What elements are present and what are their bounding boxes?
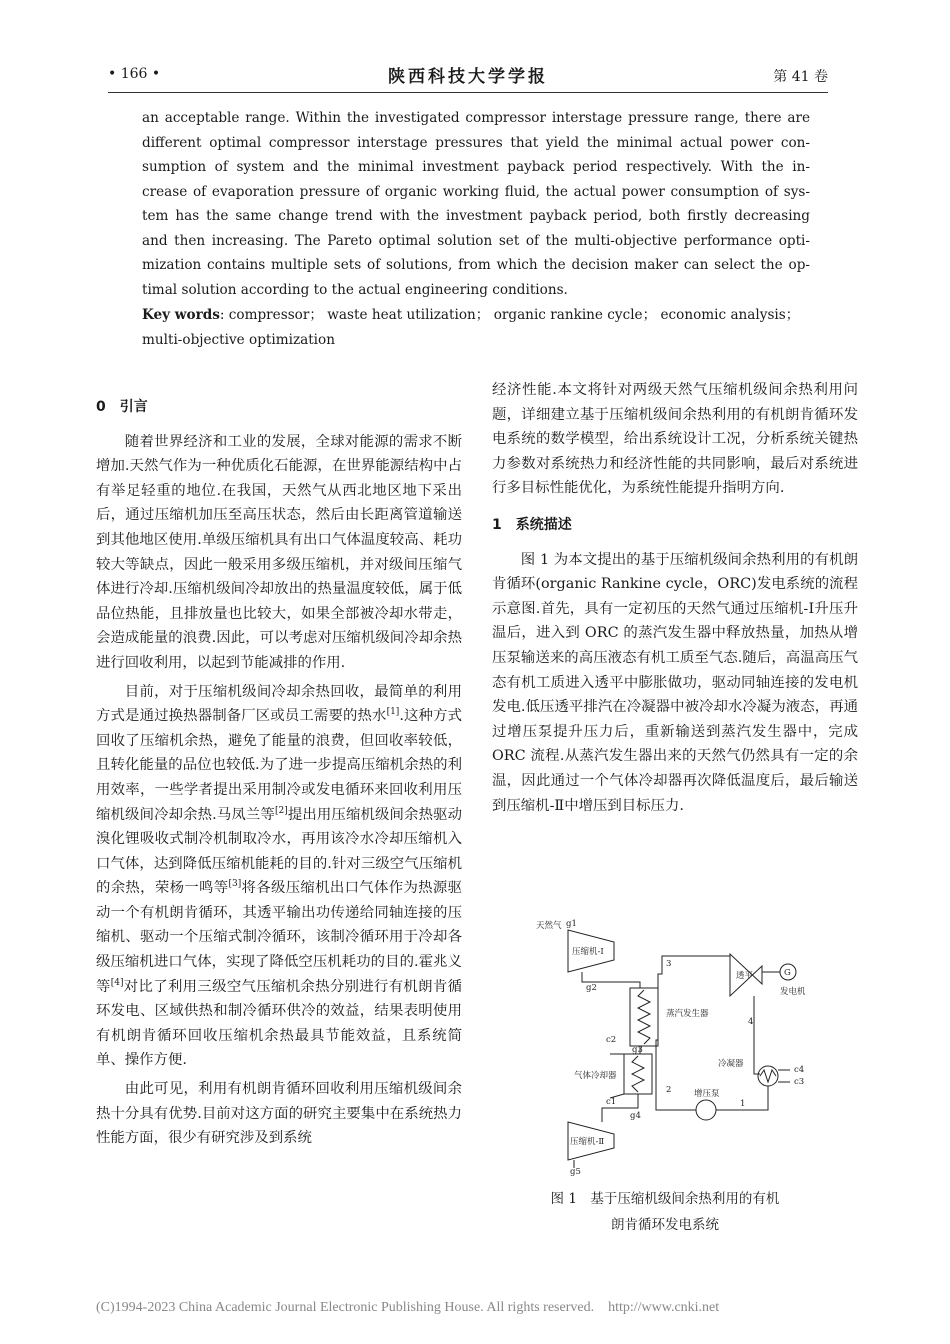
keywords-line2: multi-objective optimization [142,331,335,348]
abstract-line: an acceptable range. Within the investigated compressor interstage pressure range, there are [142,110,810,126]
page-number: • 166 • [108,66,161,82]
paragraph: 由此可见，利用有机朗肯循环回收利用压缩机级间余热十分具有优势.目前对这方面的研究主要集中在系统热力性能方面，很少有研究涉及到系统 [96,1081,462,1147]
gas-cooler-coil [632,1056,644,1092]
citation-ref: [4] [110,977,124,988]
citation-ref: [3] [228,879,242,890]
section-heading-system: 1 系统描述 [492,516,572,533]
section-heading-introduction: 0 引言 [96,399,148,415]
caption-line: 朗肯循环发电系统 [611,1217,719,1233]
abstract-line: sumption of system and the minimal investment payback period respectively. With the in- [142,159,810,175]
volume-label: 第 41 卷 [773,69,828,85]
running-header [108,62,828,88]
label-generator-symbol: G [784,968,791,978]
abstract-line: tem has the same change trend with the investment payback period, both firstly decreasing [142,208,810,224]
paragraph: 图 1 为本文提出的基于压缩机级间余热利用的有机朗肯循环(organic Rankine cycle，ORC)发电系统的流程示意图.首先，具有一定初压的天然气通过压缩机-Ⅰ升压升温后，进入到 ORC 的蒸汽发生器中释放热量，加热从增压泵输送来的高压液态有机工质至气态.随后，高温高压气态有机工质进入透平中膨胀做功，驱动同轴连接的发电机发电.低压透平排汽在冷凝器中被冷却水冷凝为液态，再通过增压泵提升压力后，重新输送到蒸汽发生器中，完成 ORC 流程.从蒸汽发生器出来的天然气仍然具有一定的余温，因此通过一个气体冷却器再次降低温度后，最后输送到压缩机-Ⅱ中增压到目标压力. [492,551,858,814]
abstract-line: mization contains multiple sets of solutions, from which the decision maker can select the op- [142,257,810,273]
line-2 [656,1040,696,1110]
label-3: 3 [666,959,672,969]
right-column [492,378,858,822]
label-compressor1: 压缩机-Ⅰ [572,947,604,957]
coil [638,990,650,1044]
abstract-line: timal solution according to the actual engineering conditions. [142,281,568,298]
label-natural-gas: 天然气 [536,921,562,931]
label-generator: 发电机 [780,987,806,997]
label-turbine: 透平 [736,971,754,981]
caption-line: 图 1 基于压缩机级间余热利用的有机 [550,1191,780,1207]
label-4: 4 [748,1017,754,1027]
orc-system-diagram [530,916,830,1176]
keywords-line1: : compressor； waste heat utilization； organic rankine cycle； economic analysis； [219,307,800,323]
label-g3: g3 [632,1045,643,1055]
paragraph: 经济性能.本文将针对两级天然气压缩机级间余热利用问题，详细建立基于压缩机级间余热利用的有机朗肯循环发电系统的数学模型，给出系统设计工况，分析系统关键热力参数对系统热力和经济性能的共同影响，最后对系统进行多目标性能优化，为系统性能提升指明方向. [492,382,858,497]
label-g1: g1 [566,919,577,929]
label-g4: g4 [630,1111,641,1121]
abstract-line: crease of evaporation pressure of organic working fluid, the actual power consumption of sys- [142,183,810,200]
abstract-line: and then increasing. The Pareto optimal solution set of the multi-objective performance opti- [142,232,810,249]
abstract-text [142,106,810,302]
line-4 [754,996,760,1074]
journal-title: 陕西科技大学学报 [388,67,548,87]
label-c1: c1 [606,1097,617,1107]
paragraph: 随着世界经济和工业的发展，全球对能源的需求不断增加.天然气作为一种优质化石能源，在世界能源结构中占有举足轻重的地位.在我国，天然气从西北地区地下采出后，通过压缩机加压至高压状态，然后由长距离管道输送到其他地区使用.单级压缩机具有出口气体温度较高、耗功较大等缺点，因此一般采用多级压缩机，并对级间压缩气体进行冷却.压缩机级间冷却放出的热量温度较低，属于低品位热能，且排放量也比较大，如果全部被冷却水带走，会造成能量的浪费.因此，可以考虑对压缩机级间冷却余热进行回收利用，以起到节能减排的作用. [96,433,462,671]
header-rule [108,92,828,93]
label-c4: c4 [794,1065,805,1075]
label-steam-generator: 蒸汽发生器 [666,1009,709,1019]
label-g5: g5 [570,1167,581,1176]
abstract-line: different optimal compressor interstage pressures that yield the minimal actual power con- [142,134,810,151]
left-column [96,395,462,1155]
pump-shape [696,1100,716,1120]
label-c3: c3 [794,1077,805,1087]
label-1: 1 [740,1099,746,1109]
keywords-label: Key words [142,307,220,323]
label-compressor2: 压缩机-Ⅱ [570,1137,605,1147]
keywords [142,303,810,352]
label-pump: 增压泵 [694,1089,720,1099]
label-2: 2 [666,1085,672,1095]
gas-cooler-shape [624,1054,652,1094]
label-g2: g2 [586,983,597,993]
label-condenser: 冷凝器 [718,1059,744,1069]
condenser-coil [760,1070,776,1082]
copyright-footer: (C)1994-2023 China Academic Journal Electronic Publishing House. All rights reserved. http://www.cnki.net [96,1300,720,1315]
figure-caption [500,1186,830,1238]
label-c2: c2 [606,1035,617,1045]
label-gas-cooler: 气体冷却器 [574,1071,617,1081]
paragraph: 目前，对于压缩机级间冷却余热回收，最简单的利用方式是通过换热器制备厂区或员工需要的热水[1].这种方式回收了压缩机余热，避免了能量的浪费，但回收率较低，且转化能量的品位也较低.为了进一步提高压缩机余热的利用效率，一些学者提出采用制冷或发电循环来回收利用压缩机级间冷却余热.马凤兰等[2]提出用压缩机级间余热驱动溴化锂吸收式制冷机制取冷水，再用该冷水冷却压缩机入口气体，达到降低压缩机能耗的目的.针对三级空气压缩机的余热，荣杨一鸣等[3]将各级压缩机出口气体作为热源驱动一个有机朗肯循环，其透平输出功传递给同轴连接的压缩机、驱动一个压缩式制冷循环，该制冷循环用于冷却各级压缩机进口气体，实现了降低空压机耗功的目的.霍兆义等[4]对比了利用三级空气压缩机余热分别进行有机朗肯循环发电、区域供热和制冷循环供冷的效益，结果表明使用有机朗肯循环回收压缩机余热最具节能效益，且系统简单、操作方便. [96,683,462,1069]
citation-ref: [2] [274,805,288,816]
citation-ref: [1] [386,707,400,718]
